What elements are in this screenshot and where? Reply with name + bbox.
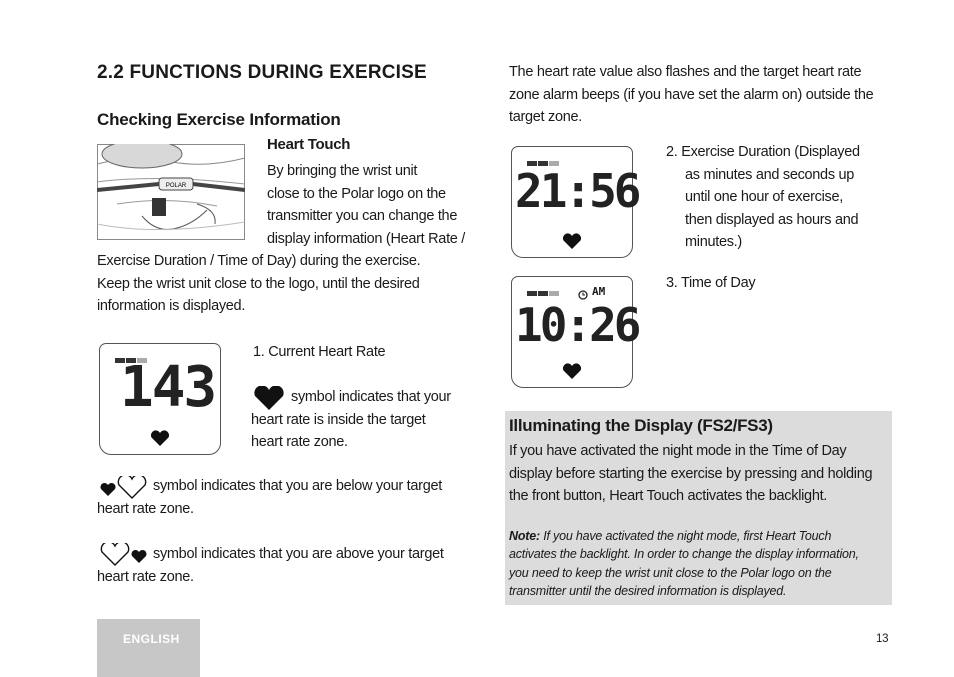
am-indicator: AM: [592, 285, 606, 298]
item1-label: 1. Current Heart Rate: [253, 344, 386, 360]
heart-touch-title: Heart Touch: [267, 136, 351, 153]
subsection-title: Checking Exercise Information: [97, 110, 341, 129]
time-value: 10:26: [515, 298, 639, 352]
transmitter-illustration: [97, 144, 245, 240]
polar-logo-text: POLAR: [165, 183, 187, 189]
illumination-box: [505, 411, 892, 605]
heart-touch-continuation: Exercise Duration / Time of Day) during the exercise. Keep the wrist unit close to the logo, until the desired information is displayed.: [97, 253, 421, 315]
heart-icon: [150, 430, 170, 451]
heart-above-text: symbol indicates that you are above your target heart rate zone.: [97, 546, 444, 585]
heart-icon: [562, 363, 582, 384]
intro-text: The heart rate value also flashes and the target heart rate zone alarm beeps (if you have set the alarm on) outside the target zone.: [509, 64, 874, 126]
heart-inside-text: symbol indicates that your heart rate is inside the target heart rate zone.: [251, 389, 451, 451]
heart-touch-text: By bringing the wrist unit close to the Polar logo on the transmitter you can change the display information (Heart Rate /: [267, 163, 466, 247]
page-number: 13: [876, 633, 889, 645]
duration-value: 21:56: [515, 164, 639, 218]
heart-rate-display: [99, 343, 221, 455]
heart-icon: [562, 233, 582, 254]
duration-display: [511, 146, 639, 258]
heart-below-text: symbol indicates that you are below your target heart rate zone.: [97, 478, 442, 517]
illumination-title: Illuminating the Display (FS2/FS3): [509, 416, 773, 435]
item2-text: 2. Exercise Duration (Displayed as minutes and seconds up until one hour of exercise, then displayed as hours and minutes.): [666, 144, 860, 251]
note-text: Note: If you have activated the night mode, first Heart Touch activates the backlight. In order to change the display information, you need to keep the wrist unit close to the Polar logo on the transmitter until the desired information is displayed.: [509, 529, 859, 599]
language-tab: ENGLISH: [97, 619, 200, 677]
heart-rate-value: 143: [120, 355, 216, 420]
time-of-day-display: [511, 276, 639, 388]
illumination-text: If you have activated the night mode in the Time of Day display before starting the exercise by pressing and holding the front button, Heart Touch activates the backlight.: [509, 443, 873, 505]
note-label: Note:: [509, 529, 540, 543]
section-title: 2.2 FUNCTIONS DURING EXERCISE: [97, 62, 427, 83]
item3-label: 3. Time of Day: [666, 275, 756, 291]
